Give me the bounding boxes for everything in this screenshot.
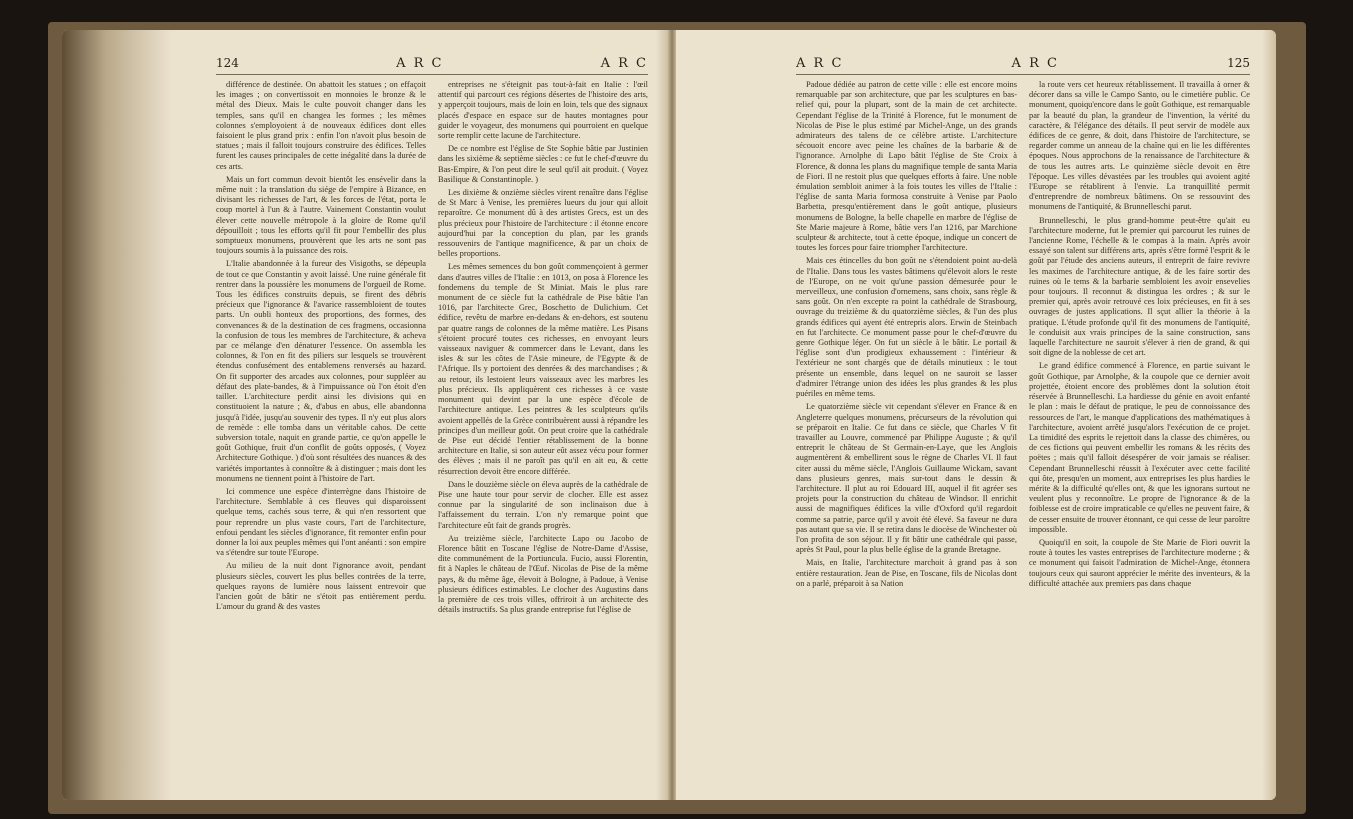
paragraph: Mais un fort commun devoit bientôt les ensévelir dans la même nuit : la translation du siége de l'empire à Bizance, en divisant les richesses de l'art, & les forces de l'état, porta le coup mortel à l'un & à l'autre. Vainement Constantin voulut élever cette nouvelle métropole à la gloire de Rome qu'il dépouilloit ; tous les efforts qu'il fit pour l'embellir des plus somptueux monumens, prouvèrent que les arts ne sont pas toujours soumis à la puissance des rois. [216,174,426,256]
paragraph: Les mêmes semences du bon goût commençoient à germer dans d'autres villes de l'Italie : en 1013, on posa à Florence les fondemens du temple de St Miniat. Mais le plus rare monument de ce siècle fut la cathédrale de Pise bâtie l'an 1016, par l'architecte Grec, Boschetto de Dulichium. Cet édifice, revêtu de marbre en-dedans & en-dehors, est soutenu par quatre rangs de colonnes de la même matière. Les Pisans s'étoient procuré toutes ces richesses, en envoyant leurs vaisseaux naviguer & commercer dans le Levant, dans les isles & sur les côtes de l'Asie mineure, de l'Egypte & de l'Afrique. Ils y portoient des denrées & des marchandises ; & au retour, ils lestoient leurs vaisseaux avec les marbres les plus précieux. Ils appliquèrent ces richesses à ce vaste monument qui devint par la une espèce d'école de l'architecture antique. Les peintres & les sculpteurs qu'ils avoient appellés de la Grèce contribuèrent aussi à répandre les principes d'un meilleur goût. On peut croire que la cathédrale de Pise eut décidé l'entier rétablissement de la bonne architecture en Italie, si son auteur eût assez vécu pour former des élèves ; mais il ne paroît pas qu'il en ait eu, & cette résurrection devoit être encore différée. [438,262,648,476]
left-running-head [216,56,648,75]
paragraph: la route vers cet heureux rétablissement. Il travailla à orner & décorer dans sa ville le Campo Santo, ou le cimetière public. Ce monument, quoiqu'encore dans le goût Gothique, est remarquable par la beauté du plan, la grandeur de l'invention, la vérité du caractère, & l'élégance des détails. Il peut servir de modèle aux édifices de ce genre, & doit, dans l'histoire de l'architecture, se regarder comme un anneau de la chaîne qui en lie les différentes époques. Nous approchons de la renaissance de l'architecture & de tous les autres arts. Le quinzième siècle devoit en être l'époque. Les villes dévastées par les troubles qui avoient agité l'Europe se rétablirent à l'envie. La tranquillité permit d'entreprendre de nombreux bâtimens. On se ressouvint des monumens de l'antiquité, & Brunnelleschi parut. [1029,80,1250,212]
paragraph: Mais, en Italie, l'architecture marchoit à grand pas à son entière restauration. Jean de Pise, en Toscane, fils de Nicolas dont on a parlé, préparoit à sa Nation [796,558,1017,588]
paragraph: Au treizième siècle, l'architecte Lapo ou Jacobo de Florence bâtit en Toscane l'église de Notre-Dame d'Assise, dite communément de la Portiuncula. Fucio, aussi Florentin, fit à Naples le château de l'Œuf. Nicolas de Pise de la même pays, & du même âge, élevoit à Bologne, à Padoue, à Venise plusieurs édifices estimables. Le clocher des Augustins dans la première de ces trois villes, offriroit à un architecte des détails instructifs. Sa plus grande entreprise fut l'église de [438,533,648,615]
paragraph: Le quatorzième siècle vit cependant s'élever en France & en Angleterre quelques monumens, précurseurs de la révolution qui se préparoit en Italie. Ce fut dans ce siècle, que Charles V fit travailler au Louvre, commencé par Philippe Auguste ; & qu'il entreprit le château de St Germain-en-Laye, que les Anglois augmentèrent & embellirent sous le règne de Charles VI. Il faut citer aussi du même siècle, l'Anglois Guillaume Wickam, savant dans plusieurs genres, mais sur-tout dans le dessin & l'architecture. Il plut au roi Edouard III, auquel il fit agréer ses projets pour la construction du château de Windsor. Il enrichit aussi de magnifiques édifices la ville d'Oxford qu'il regardoit comme sa patrie, parce qu'il y avoit été élevé. Sa faveur ne dura pas autant que sa vie. Il se retira dans le diocèse de Winchester où l'on profita de son séjour. Il y fit bâtir une cathédrale qui passe, après St Paul, pour la plus belle église de la grande Bretagne. [796,402,1017,555]
paragraph: différence de destinée. On abattoit les statues ; on effaçoit les images ; on convertissoit en monnoies le bronze & le métal des Dieux. Mais le culte pouvoit changer dans les temples, sans qu'il en changea les formes ; les mêmes colonnes s'employoient à de nouveaux édifices dont elles faisoient le plus grand prix : enfin l'on n'avoit plus besoin de statues ; mais il falloit toujours construire des édifices. Telles furent les causes principales de cette inégalité dans la durée de ces arts. [216,80,426,171]
right-column-1 [796,80,1017,592]
paragraph: Quoiqu'il en soit, la coupole de Ste Marie de Fiori ouvrit la route à toutes les vastes entreprises de l'architecture moderne ; & ce monument qui faisoit l'admiration de Michel-Ange, étonnera toujours ceux qui sauront apprécier le mérite des inventeurs, & la difficulté attachée aux premiers pas dans chaque [1029,537,1250,588]
paragraph: Brunnelleschi, le plus grand-homme peut-être qu'ait eu l'architecture moderne, fut le premier qui parcourut les ruines de l'ancienne Rome, l'échelle & le compas à la main. Après avoir essayé son talent sur différens arts, après s'être formé l'esprit & le goût par l'étude des anciens auteurs, il entreprit de faire revivre les maximes de l'architecture antique, & de les faire sortir des ruines où le tems & la barbarie sembloient les avoir ensevelies pour toujours. Il reconnut & distingua les ordres ; & sur le premier qui, après avoir retrouvé ces loix précieuses, en fit à ses ouvrages de justes applications. Il sçut allier la théorie à la pratique. L'étude profonde qu'il fit des monumens de l'antiquité, le conduisit aux vrais principes de la saine construction, sans laquelle l'architecture ne sauroit s'élever à rien de grand, & qui soit digne de la noblesse de cet art. [1029,215,1250,358]
paragraph: L'Italie abandonnée à la fureur des Visigoths, se dépeupla de tout ce que Constantin y avoit laissé. Une ruine générale fit rentrer dans la poussière les monumens de l'orgueil de Rome. Tous les édifices construits depuis, se firent des débris précieux que l'ignorance & l'avarice rassembloient de toutes parts. Un oubli honteux des proportions, des formes, des convenances & de la destination de ces fragmens, occasionna la confusion de tous les membres de l'architecture, & acheva par ce mélange d'en dénaturer l'essence. On assembla les colonnes, & l'on en fit des piliers sur lesquels se trouvèrent étendus confusément des entablemens renversés au hazard. On fit supporter des arcades aux colonnes, pour suppléer au défaut des plate-bandes, & à l'impuissance où l'on étoit d'en tailler. L'architecture perdit ainsi les divisions qui en constituoient la nature ; &, d'abus en abus, elle abandonna jusqu'à l'idée, jusqu'au souvenir des types. Il n'y eut plus alors de remède : elle tomba dans un véritable cahos. De cette subversion totale, naquit en grande partie, ce qu'on appelle le goût Gothique, fruit d'un conflit de goûts opposés, ( Voyez Architecture Gothique. ) d'où sont résultées des nuances & des variétés importantes à connoître & à distinguer ; mais dont les monumens ne tiennent point à l'histoire de l'art. [216,259,426,483]
running-head-center-right: A R C [796,56,844,71]
right-running-head [796,56,1250,75]
paragraph: Padoue dédiée au patron de cette ville : elle est encore moins remarquable par son architecture, que par les sculptures en bas-relief qui, pour la plupart, sont de la main de cet architecte. Cependant l'église de la Trinité à Florence, fut le monument de Nicolas de Pise le plus estimé par Michel-Ange, un des grands admirateurs des talens de ce célèbre artiste. L'architecture sécouoit encore avec peine les chaînes de la barbarie & de l'ignorance. Arnolphe di Lapo bâtit l'église de Ste Croix à Florence, & donna les plans du magnifique temple de santa Maria de Fiori. Il ne restoit plus que quelques efforts à faire. Une noble émulation sembloit animer à la fois toutes les villes de l'Italie : l'église de santa Maria formosa construite à Venise par Paolo Barbetta, presqu'entièrement dans le goût antique, plusieurs monumens de Bologne, la belle chapelle en marbre de l'église de Ste Marie majeure à Rome, bâtie vers l'an 1216, par Marchione sculpteur & architecte, tout à cette époque, indique un concert de toutes les forces pour faire triompher l'architecture. [796,80,1017,253]
right-columns [796,80,1250,592]
running-head-left: A R C [396,56,444,71]
page-number-right: 125 [1227,56,1250,70]
paragraph: entreprises ne s'éteignit pas tout-à-fait en Italie : l'œil attentif qui parcourt ces régions désertes de l'histoire des arts, y apperçoit toujours, mais de loin en loin, tels que des signaux placés d'espace en espace sur de hautes montagnes pour guider le voyageur, des monumens qui pourroient en quelque sorte remplir cette lacune de l'architecture. [438,80,648,141]
paragraph: Ici commence une espèce d'interrègne dans l'histoire de l'architecture. Semblable à ces fleuves qui disparoissent quelque tems, cachés sous terre, & qui n'en ressortent que pour reprendre un plus vaste cours, l'art de l'architecture, enfoui pendant les siècles d'ignorance, fit remonter enfin pour donner la loi aux peuples mêmes qui l'ont anéanti : son empire va s'étendre sur toute l'Europe. [216,486,426,558]
left-column-1 [216,80,426,618]
left-columns [216,80,648,618]
paragraph: Mais ces étincelles du bon goût ne s'étendoient point au-delà de l'Italie. Dans tous les vastes bâtimens qu'élevoit alors le reste de l'Europe, on ne voit qu'une passion démesurée pour le merveilleux, une confusion d'ornemens, sans choix, sans règle & sans goût. On n'en excepte ra point la cathédrale de Strasbourg, ouvrage du treizième & du quatorzième siècles, & l'un des plus grands édifices qui ayent été entrepris alors. Erwin de Steinbach en fut l'architecte. Ce monument passe pour le chef-d'œuvre du genre Gothique léger. On fut un siècle à le bâtir. Le portail & l'église sont d'un prodigieux exhaussement : l'intérieur & l'extérieur ne sont chargés que de détails minutieux : le tout présente un ensemble, dans lequel on ne sauroit se lasser d'admirer l'étrange union des idées les plus grandes & les plus puériles en même tems. [796,256,1017,399]
paragraph: Les dixième & onzième siècles virent renaître dans l'église de St Marc à Venise, les premières lueurs du jour qui alloit reparoître. Ce monument dû à des artistes Grecs, est un des plus précieux pour l'histoire de l'architecture : il étonne encore aujourd'hui par la conception du plan, par les grands ressouvenirs de l'antique magnificence, & par un choix de belles proportions. [438,188,648,259]
right-column-2 [1029,80,1250,592]
paragraph: Le grand édifice commencé à Florence, en partie suivant le goût Gothique, par Arnolphe, & la coupole que ce dernier avoit projettée, étoient encore des problèmes dont la solution étoit réservée à Brunnelleschi. La hardiesse du génie en avoit enfanté le plan : mais le défaut de pratique, le peu de connoissance des ressources de l'art, le manque d'applications des mathématiques à l'architecture, avoient arrêté jusqu'alors l'exécution de ce projet. La timidité des esprits le rejettoit dans la classe des chimères, ou de ces fictions qui peuvent embellir les romans & les récits des poëtes ; mais qu'il falloit désespérer de voir jamais se réaliser. Cependant Brunnelleschi réussit à l'exécuter avec cette facilité qui ôte, presqu'en un moment, aux entreprises les plus hardies le mérite & la difficulté qu'elles ont, & que les ignorans surtout ne veulent plus y reconnoître. Le propre de l'ignorance & de la foiblesse est de croire impraticable ce qu'elles ne peuvent faire, & de cesser ensuite de trouver étonnant, ce qui cesse de leur paroître impossible. [1029,361,1250,534]
left-column-2 [438,80,648,618]
right-page [676,30,1276,800]
left-page [62,30,668,800]
paragraph: Au milieu de la nuit dont l'ignorance avoit, pendant plusieurs siècles, couvert les plus belles contrées de la terre, quelques rayons de lumière nous laissent entrevoir que l'ancien goût de bâtir ne s'étoit pas entièrement perdu. L'amour du grand & des vastes [216,561,426,612]
paragraph: Dans le douzième siècle on éleva auprès de la cathédrale de Pise une haute tour pour servir de clocher. Elle est assez connue par la singularité de son inclinaison due à l'affaissement du terrain. L'on n'y remarque point que l'architecture eût fait de grands progrès. [438,479,648,530]
page-number-left: 124 [216,56,239,70]
paragraph: De ce nombre est l'église de Ste Sophie bâtie par Justinien dans les sixième & septième siècles : ce fut le chef-d'œuvre du Bas-Empire, & l'on peut dire le seul qu'il ait produit. ( Voyez Basilique & Constantinople. ) [438,144,648,184]
running-head-right: A R C [1011,56,1059,71]
running-head-center-left: A R C [600,56,648,71]
